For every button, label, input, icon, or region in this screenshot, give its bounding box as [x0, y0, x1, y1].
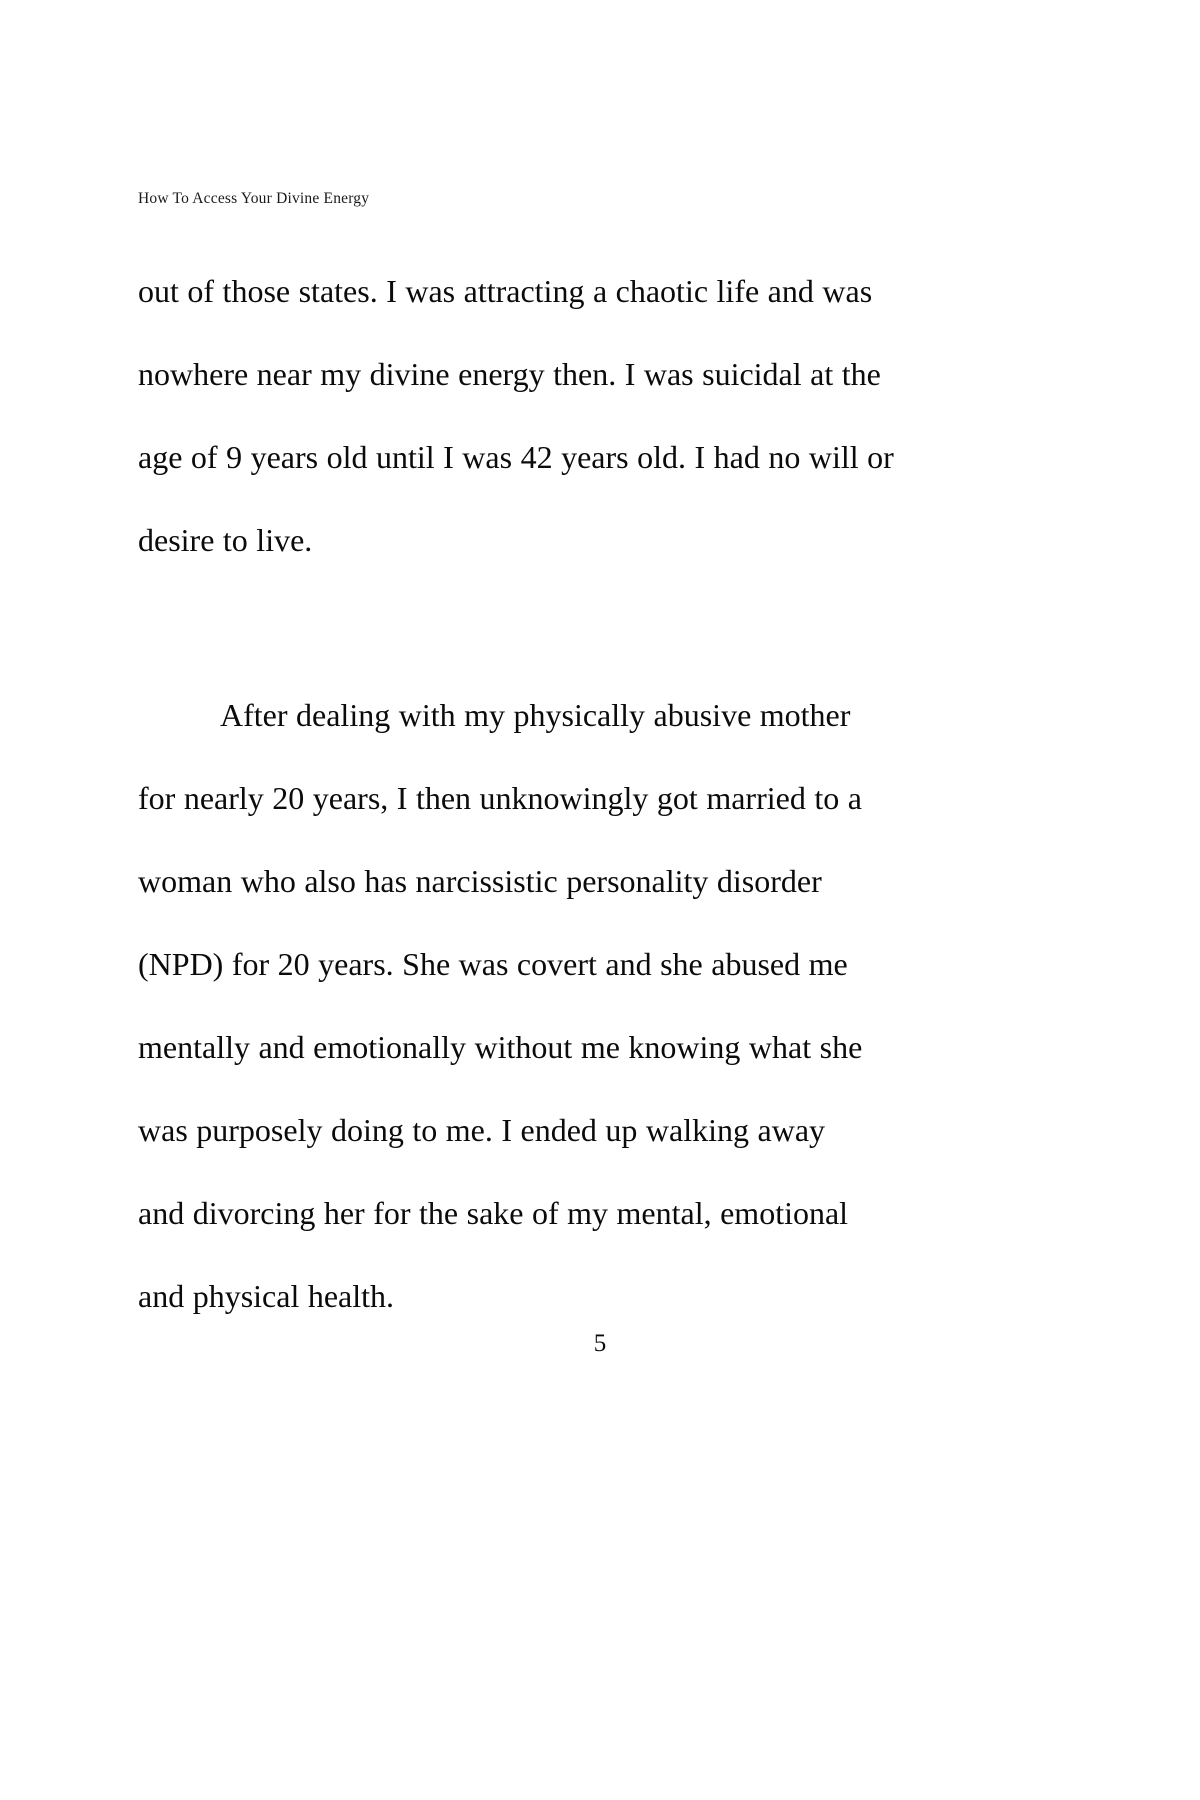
body-text-block — [138, 250, 933, 1338]
running-header: How To Access Your Divine Energy — [138, 190, 370, 207]
text-line: (NPD) for 20 years. She was covert and she abused me — [138, 946, 848, 982]
text-line: desire to live. — [138, 522, 313, 558]
text-line: age of 9 years old until I was 42 years old. I had no will or — [138, 439, 894, 475]
paragraph-spacer — [138, 582, 933, 674]
text-line: out of those states. I was attracting a chaotic life and was — [138, 273, 873, 309]
text-line: for nearly 20 years, I then unknowingly got married to a — [138, 780, 862, 816]
text-line: and divorcing her for the sake of my mental, emotional — [138, 1195, 849, 1231]
page-number: 5 — [593, 1330, 607, 1357]
text-line: was purposely doing to me. I ended up walking away — [138, 1112, 826, 1148]
text-line: and physical health. — [138, 1278, 395, 1314]
text-line: nowhere near my divine energy then. I was suicidal at the — [138, 356, 881, 392]
text-line: woman who also has narcissistic personality disorder — [138, 863, 822, 899]
paragraph — [138, 674, 933, 1338]
text-line: mentally and emotionally without me knowing what she — [138, 1029, 863, 1065]
text-line: After dealing with my physically abusive mother — [220, 697, 851, 733]
paragraph — [138, 250, 933, 582]
